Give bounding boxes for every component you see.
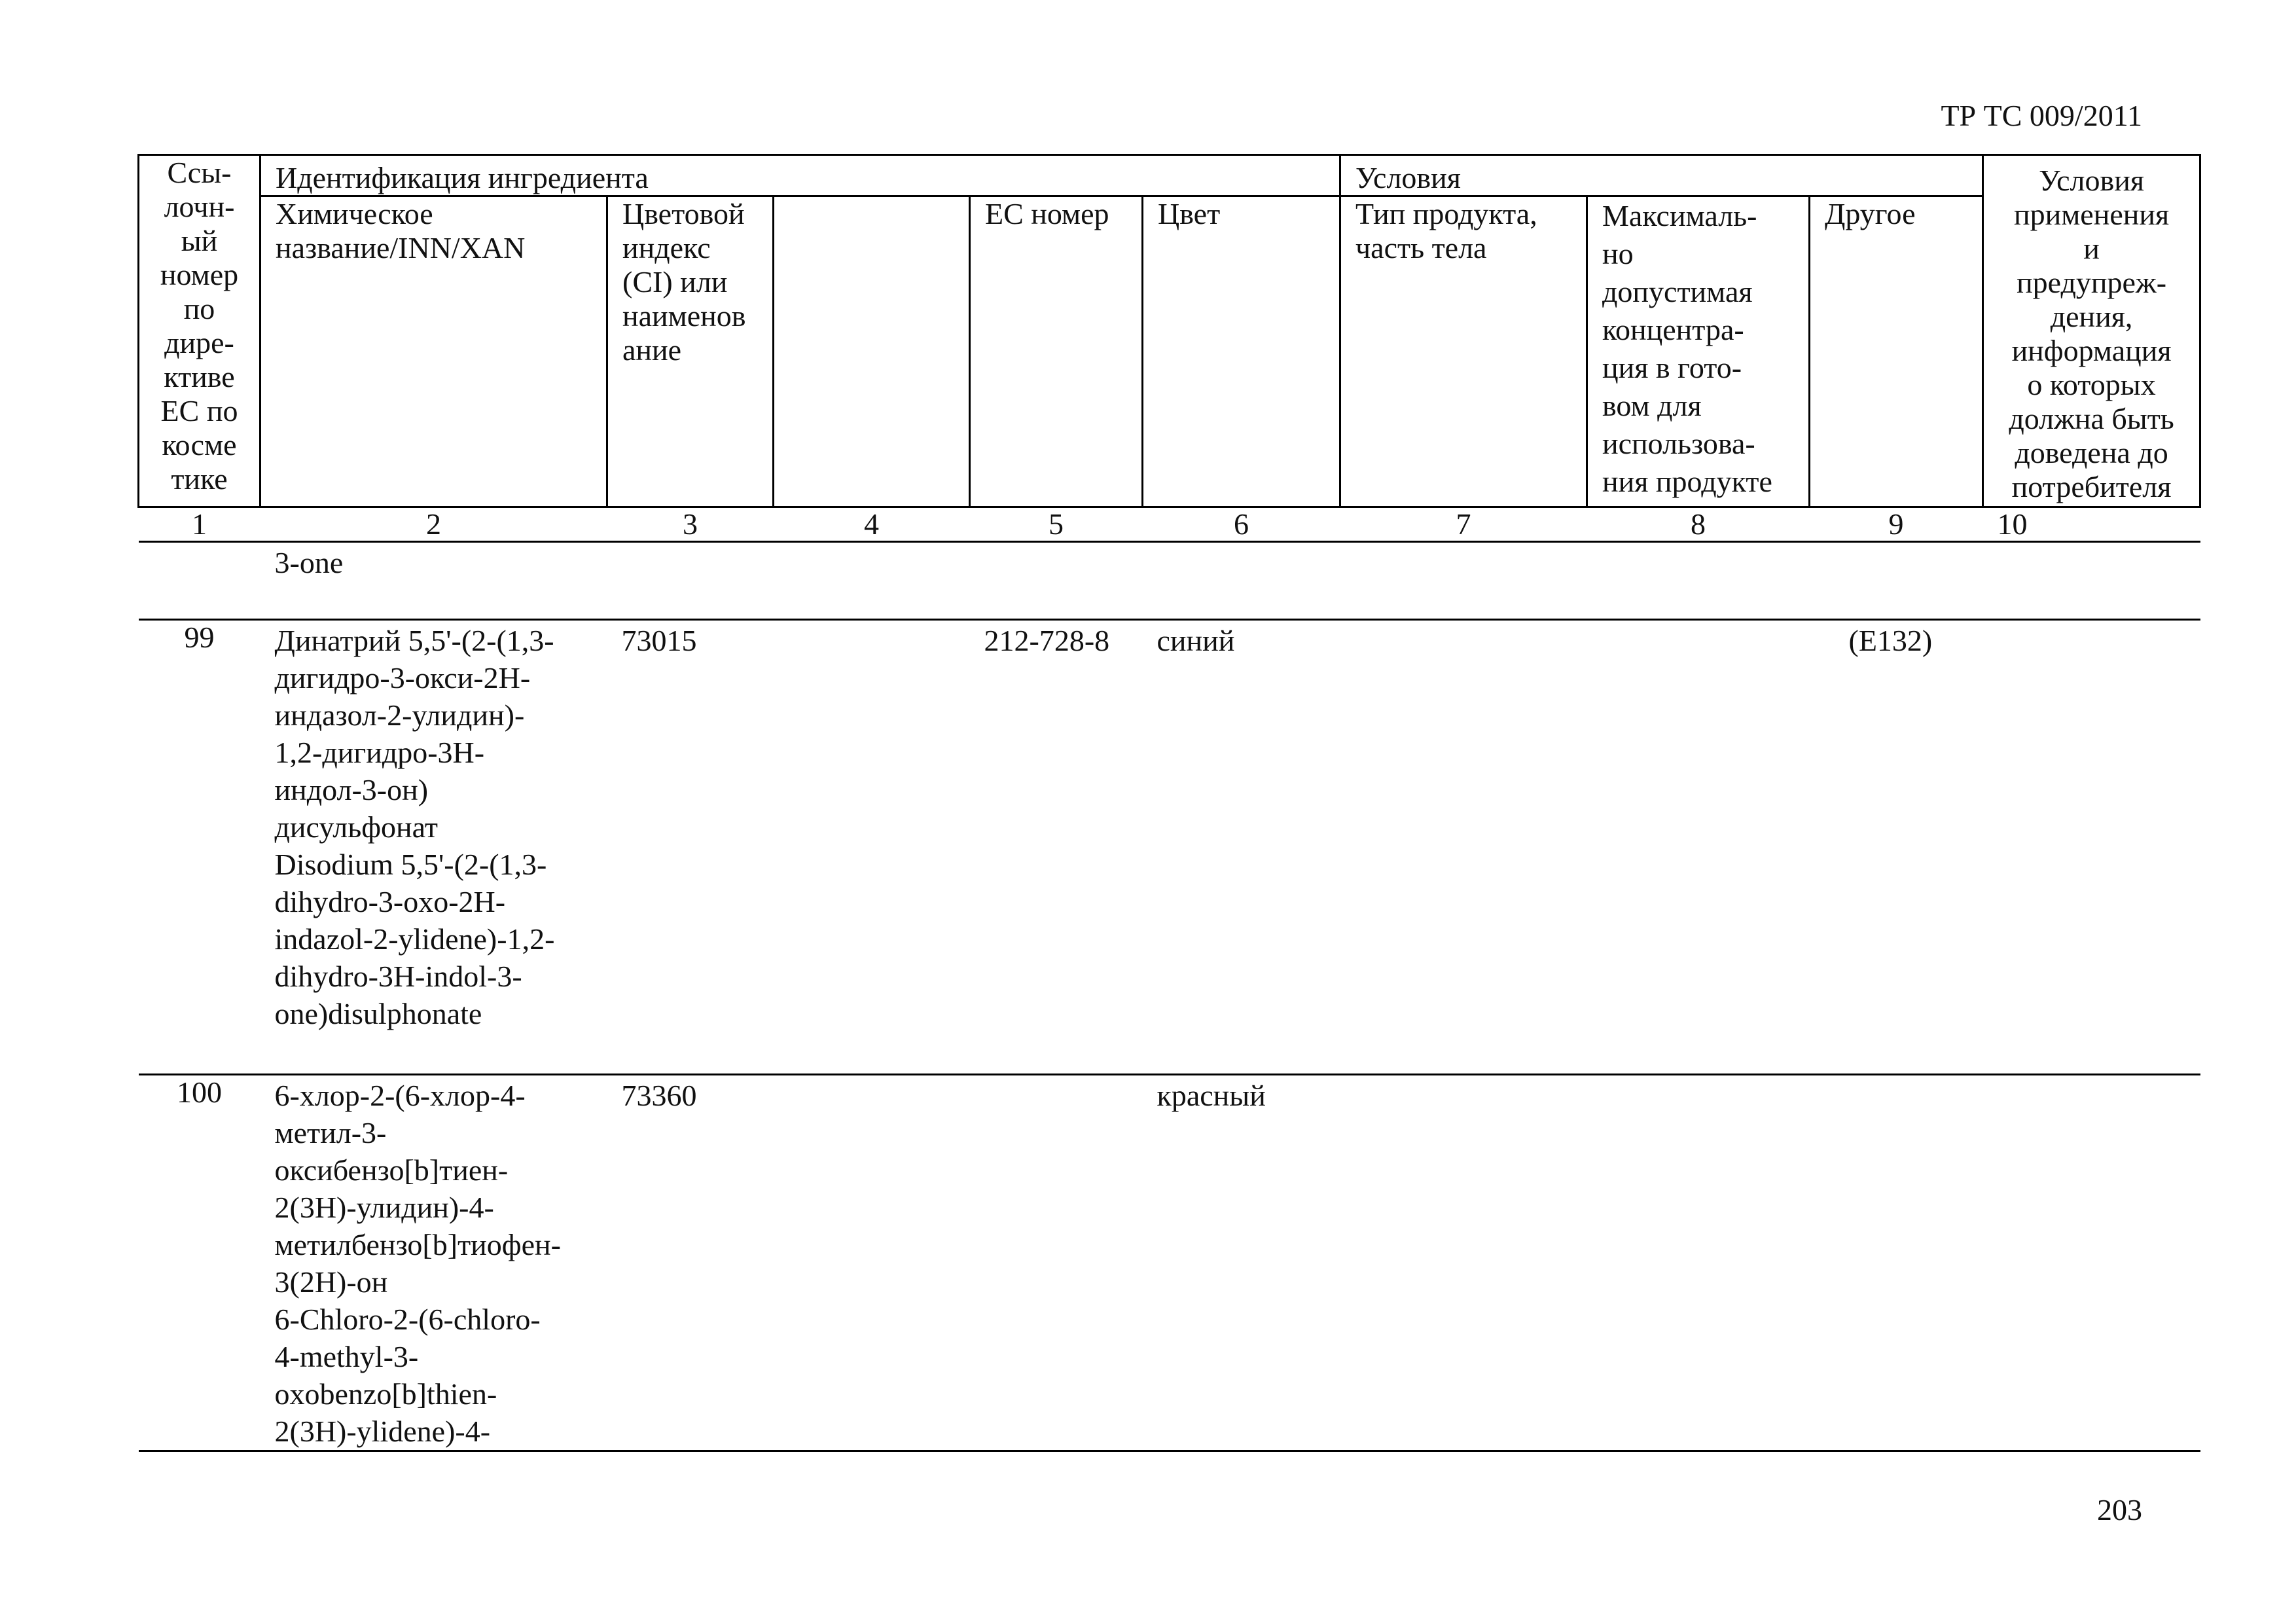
ci-cell: 73360 bbox=[607, 1075, 774, 1451]
col4-cell bbox=[774, 1075, 970, 1451]
table-row bbox=[139, 620, 2200, 1075]
warnings-cell bbox=[1983, 620, 2200, 1075]
ingredients-table bbox=[137, 154, 2201, 1452]
header-warnings: Условия применения и предупреж- дения, информация о которых должна быть доведена до потребителя bbox=[1983, 155, 2200, 507]
column-number: 7 bbox=[1340, 507, 1587, 542]
product-type-cell bbox=[1340, 542, 1587, 620]
header-other: Другое bbox=[1810, 196, 1983, 507]
ref-number-cell: 100 bbox=[139, 1075, 260, 1451]
table-row bbox=[139, 542, 2200, 620]
header-ref-number: Ссы- лочн- ый номер по дире- ктиве ЕС по косме тике bbox=[139, 155, 260, 507]
column-number: 6 bbox=[1143, 507, 1340, 542]
color-cell bbox=[1143, 542, 1340, 620]
column-number: 2 bbox=[260, 507, 607, 542]
header-row-group bbox=[139, 155, 2200, 196]
other-cell bbox=[1810, 1075, 1983, 1451]
column-number: 9 bbox=[1810, 507, 1983, 542]
chemical-name-cell: 6-хлор-2-(6-хлор-4- метил-3- оксибензо[b]тиен- 2(3H)-улидин)-4- метилбензо[b]тиофен- 3(2H)-он 6-Chloro-2-(6-chloro- 4-methyl-3- oxobenzo[b]thien- 2(3H)-ylidene)-4- bbox=[260, 1075, 607, 1451]
column-number: 10 bbox=[1983, 507, 2200, 542]
col4-cell bbox=[774, 620, 970, 1075]
warnings-cell bbox=[1983, 542, 2200, 620]
header-chemical-name: Химическое название/INN/XAN bbox=[260, 196, 607, 507]
column-number: 1 bbox=[139, 507, 260, 542]
header-col4 bbox=[774, 196, 970, 507]
table-row bbox=[139, 1075, 2200, 1451]
header-product-type: Тип продукта, часть тела bbox=[1340, 196, 1587, 507]
column-number: 8 bbox=[1587, 507, 1810, 542]
ci-cell: 73015 bbox=[607, 620, 774, 1075]
header-conditions: Условия bbox=[1340, 155, 1983, 196]
max-concentration-cell bbox=[1587, 620, 1810, 1075]
ec-number-cell: 212-728-8 bbox=[970, 620, 1143, 1075]
column-number: 4 bbox=[774, 507, 970, 542]
column-number: 5 bbox=[970, 507, 1143, 542]
header-max-concentration: Максималь- но допустимая концентра- ция в гото- вом для использова- ния продукте bbox=[1587, 196, 1810, 507]
color-cell: красный bbox=[1143, 1075, 1340, 1451]
color-cell: синий bbox=[1143, 620, 1340, 1075]
other-cell: (E132) bbox=[1810, 620, 1983, 1075]
max-concentration-cell bbox=[1587, 542, 1810, 620]
max-concentration-cell bbox=[1587, 1075, 1810, 1451]
ref-number-cell bbox=[139, 542, 260, 620]
product-type-cell bbox=[1340, 620, 1587, 1075]
product-type-cell bbox=[1340, 1075, 1587, 1451]
other-cell bbox=[1810, 542, 1983, 620]
header-color: Цвет bbox=[1143, 196, 1340, 507]
ci-cell bbox=[607, 542, 774, 620]
header-ci: Цветовой индекс (CI) или наименов ание bbox=[607, 196, 774, 507]
warnings-cell bbox=[1983, 1075, 2200, 1451]
ec-number-cell bbox=[970, 542, 1143, 620]
ec-number-cell bbox=[970, 1075, 1143, 1451]
ref-number-cell: 99 bbox=[139, 620, 260, 1075]
chemical-name-cell: 3-one bbox=[260, 542, 607, 620]
column-numbers-row bbox=[139, 507, 2200, 542]
page-number: 203 bbox=[2097, 1493, 2142, 1526]
column-number: 3 bbox=[607, 507, 774, 542]
col4-cell bbox=[774, 542, 970, 620]
document-code: ТР ТС 009/2011 bbox=[1941, 99, 2142, 132]
chemical-name-cell: Динатрий 5,5'-(2-(1,3- дигидро-3-окси-2H- индазол-2-улидин)- 1,2-дигидро-3H- индол-3-он) дисульфонат Disodium 5,5'-(2-(1,3- dihydro-3-oxo-2H- indazol-2-ylidene)-1,2- dihydro-3H-indol-3- one)disulphonate bbox=[260, 620, 607, 1075]
header-ec-number: ЕС номер bbox=[970, 196, 1143, 507]
header-row-columns bbox=[139, 196, 2200, 507]
header-identification: Идентификация ингредиента bbox=[260, 155, 1340, 196]
